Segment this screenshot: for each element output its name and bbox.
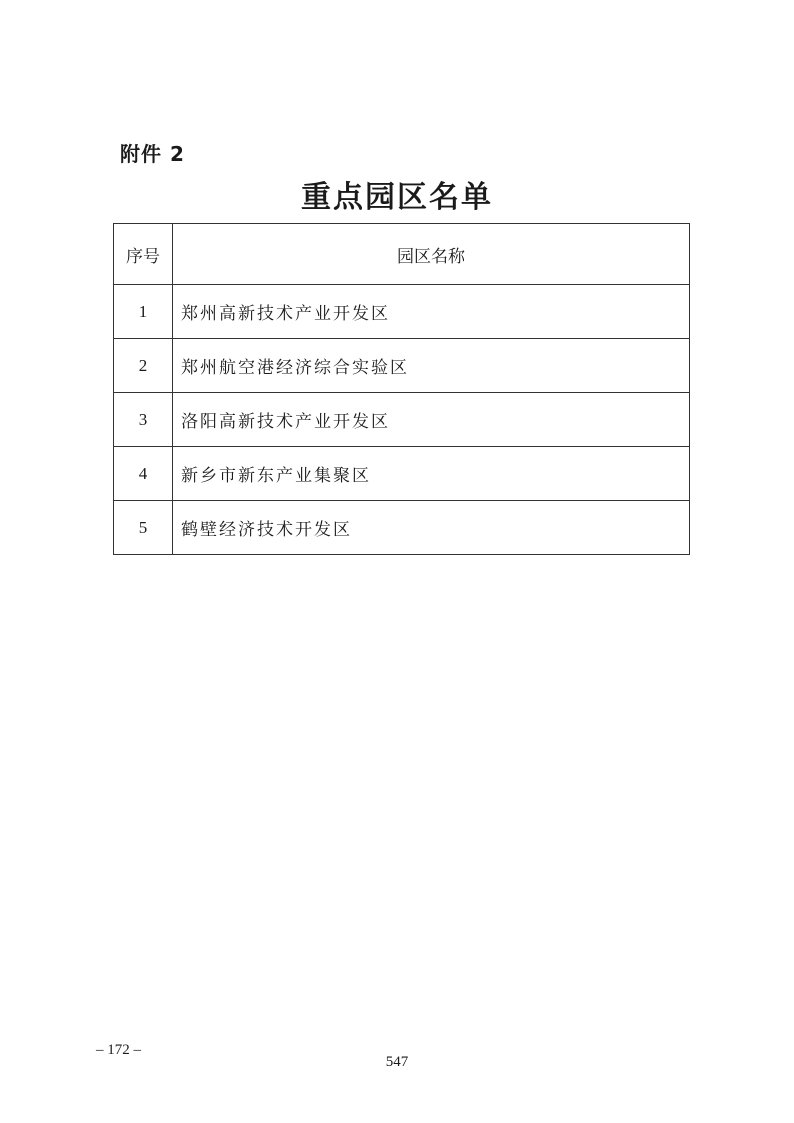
park-name: 郑州航空港经济综合实验区 [173, 339, 690, 393]
archive-number: 547 [385, 1054, 409, 1070]
row-number: 1 [114, 285, 173, 339]
table-row [114, 501, 690, 555]
row-number: 4 [114, 447, 173, 501]
row-number: 2 [114, 339, 173, 393]
table-row [114, 393, 690, 447]
park-name: 鹤壁经济技术开发区 [173, 501, 690, 555]
park-name: 新乡市新东产业集聚区 [173, 447, 690, 501]
table-row [114, 339, 690, 393]
table-row [114, 285, 690, 339]
table-header-row [114, 224, 690, 285]
park-name: 郑州高新技术产业开发区 [173, 285, 690, 339]
page-title: 重点园区名单 [301, 180, 493, 215]
park-name: 洛阳高新技术产业开发区 [173, 393, 690, 447]
row-number: 3 [114, 393, 173, 447]
page-number: – 172 – [96, 1042, 141, 1058]
row-number: 5 [114, 501, 173, 555]
attachment-label: 附件 2 [120, 142, 185, 166]
park-list-table [113, 223, 690, 555]
table-row [114, 447, 690, 501]
column-header-name: 园区名称 [173, 224, 690, 285]
column-header-no: 序号 [114, 224, 173, 285]
